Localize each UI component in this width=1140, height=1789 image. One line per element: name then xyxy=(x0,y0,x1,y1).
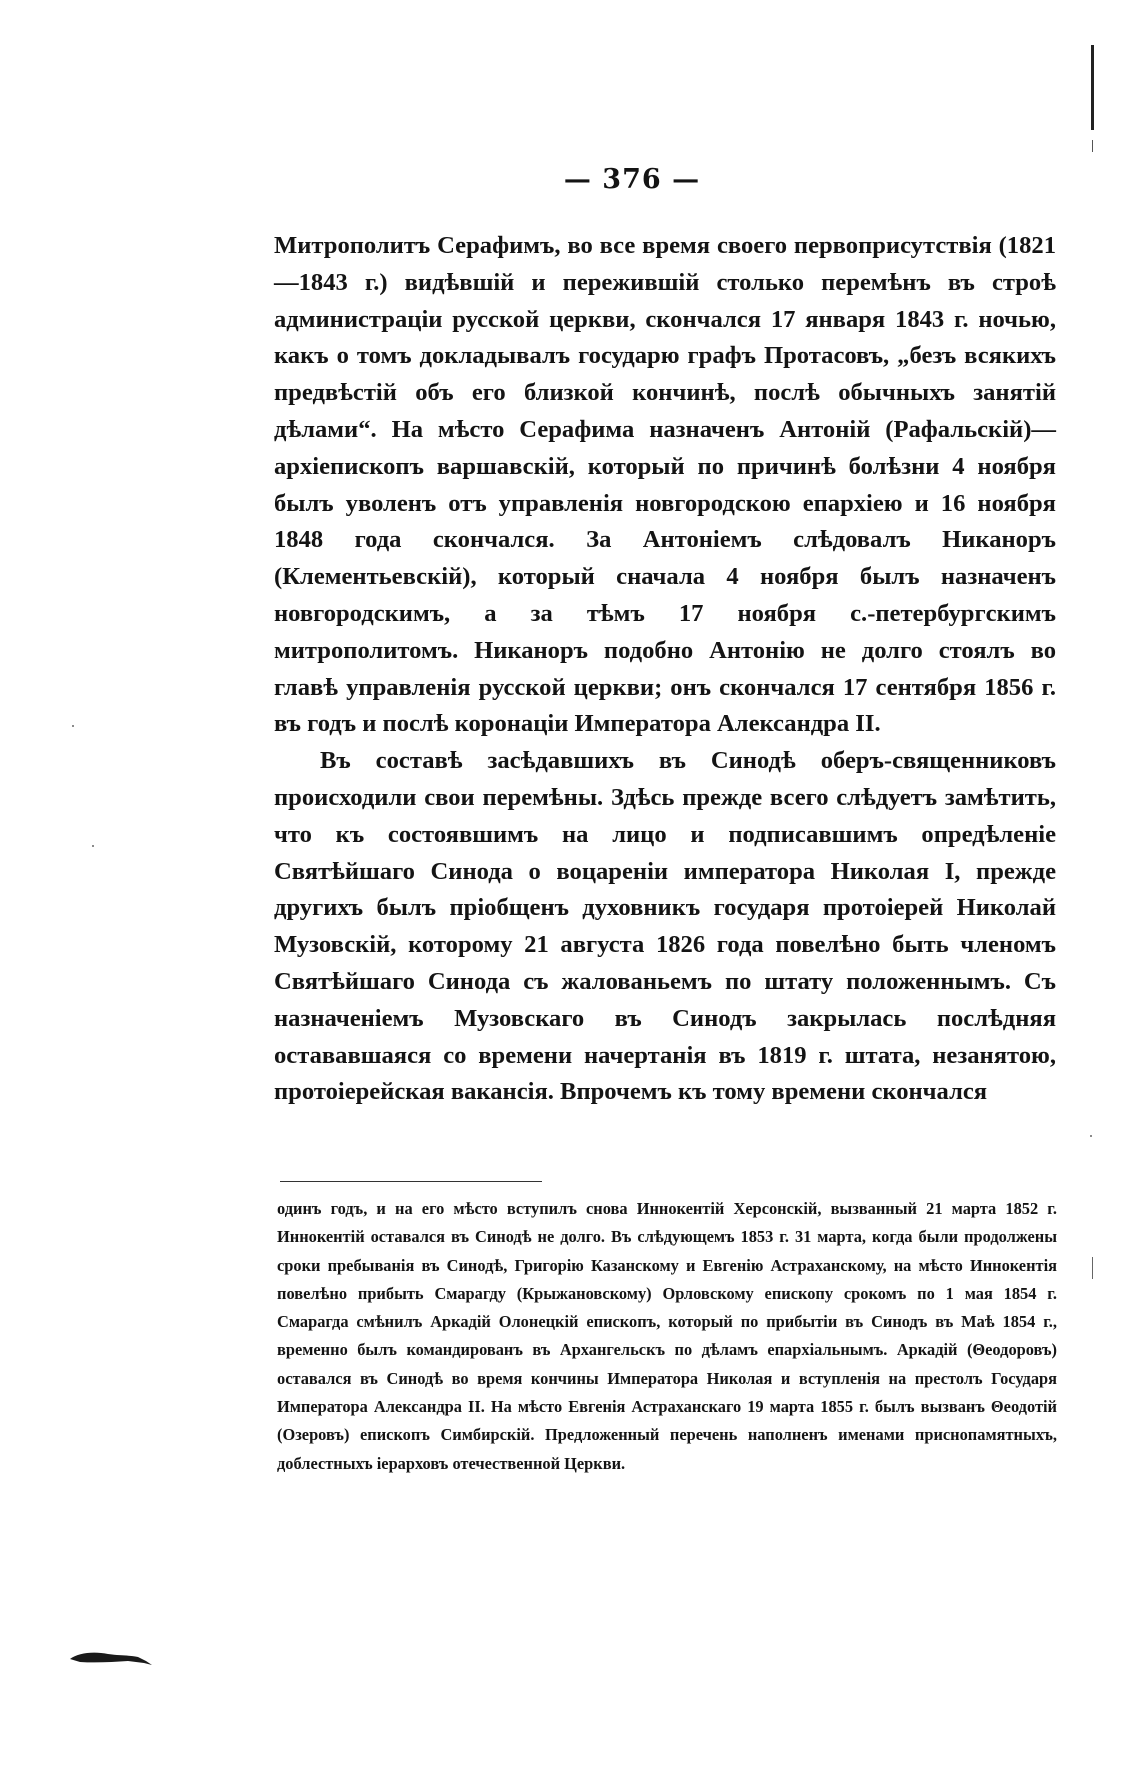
footnote xyxy=(277,1195,1057,1478)
main-paragraph-2: Въ составѣ засѣдавшихъ въ Синодѣ оберъ-священниковъ происходили свои перемѣны. Здѣсь прежде всего слѣдуетъ замѣтить, что къ состоявшимъ на лицо и подписавшимъ опредѣленіе Святѣйшаго Синода о воцареніи императора Николая I, прежде другихъ былъ пріобщенъ духовникъ государя протоіерей Николай Музовскій, которому 21 августа 1826 года повелѣно быть членомъ Святѣйшаго Синода съ жалованьемъ по штату положеннымъ. Съ назначеніемъ Музовскаго въ Синодъ закрылась послѣдняя остававшаяся со времени начертанія въ 1819 г. штата, незанятою, протоіерейская вакансія. Впрочемъ къ тому времени скончался xyxy=(274,747,1056,1106)
scan-edge-mark xyxy=(1091,45,1094,130)
scan-speck xyxy=(72,725,74,727)
scan-edge-mark-lower xyxy=(1092,1257,1093,1279)
main-paragraph-1: Митрополитъ Серафимъ, во все время своего первоприсутствія (1821—1843 г.) видѣвшій и пережившій столько перемѣнъ въ строѣ администраціи русской церкви, скончался 17 января 1843 г. ночью, какъ о томъ докладывалъ государю графъ Протасовъ, „безъ всякихъ предвѣстій объ его близкой кончинѣ, послѣ обычныхъ занятій дѣлами“. На мѣсто Серафима назначенъ Антоній (Рафальскій)—архіепископъ варшавскій, который по причинѣ болѣзни 4 ноября былъ уволенъ отъ управленія новгородскою епархіею и 16 ноября 1848 года скончался. За Антоніемъ слѣдовалъ Никаноръ (Клементьевскій), который сначала 4 ноября былъ назначенъ новгородскимъ, а за тѣмъ 17 ноября с.-петербургскимъ митрополитомъ. Никаноръ подобно Антонію не долго стоялъ во главѣ управленія русской церкви; онъ скончался 17 сентября 1856 г. въ годъ и послѣ коронаціи Императора Александра II. xyxy=(274,232,1056,738)
footnote-text: одинъ годъ, и на его мѣсто вступилъ снова Иннокентій Херсонскій, вызванный 21 марта 1852 г. Иннокентій оставался въ Синодѣ не долго. Въ слѣдующемъ 1853 г. 31 марта, когда были продолжены сроки пребыванія въ Синодѣ, Григорію Казанскому и Евгенію Астраханскому, на мѣсто Иннокентія повелѣно прибыть Смарагду (Крыжановскому) Орловскому епископу срокомъ по 1 мая 1854 г. Смарагда смѣнилъ Аркадій Олонецкій епископъ, который по прибытіи въ Синодъ въ Маѣ 1854 г., временно былъ командированъ въ Архангельскъ по дѣламъ епархіальнымъ. Аркадій (Θеодоровъ) оставался въ Синодѣ во время кончины Императора Николая и вступленія на престолъ Государя Императора Александра II. На мѣсто Евгенія Астраханскаго 19 марта 1855 г. былъ вызванъ Θеодотій (Озеровъ) епископъ Симбирскій. Предложенный перечень наполненъ именами приснопамятныхъ, доблестныхъ іерарховъ отечественной Церкви. xyxy=(277,1199,1057,1473)
scan-speck xyxy=(1090,1135,1092,1137)
main-text xyxy=(274,228,1056,1111)
scan-speck xyxy=(92,845,94,847)
scan-ink-smudge xyxy=(68,1645,154,1667)
page-number: — 376 — xyxy=(563,164,701,195)
scan-edge-mark-small xyxy=(1092,140,1093,152)
footnote-divider xyxy=(280,1181,542,1182)
